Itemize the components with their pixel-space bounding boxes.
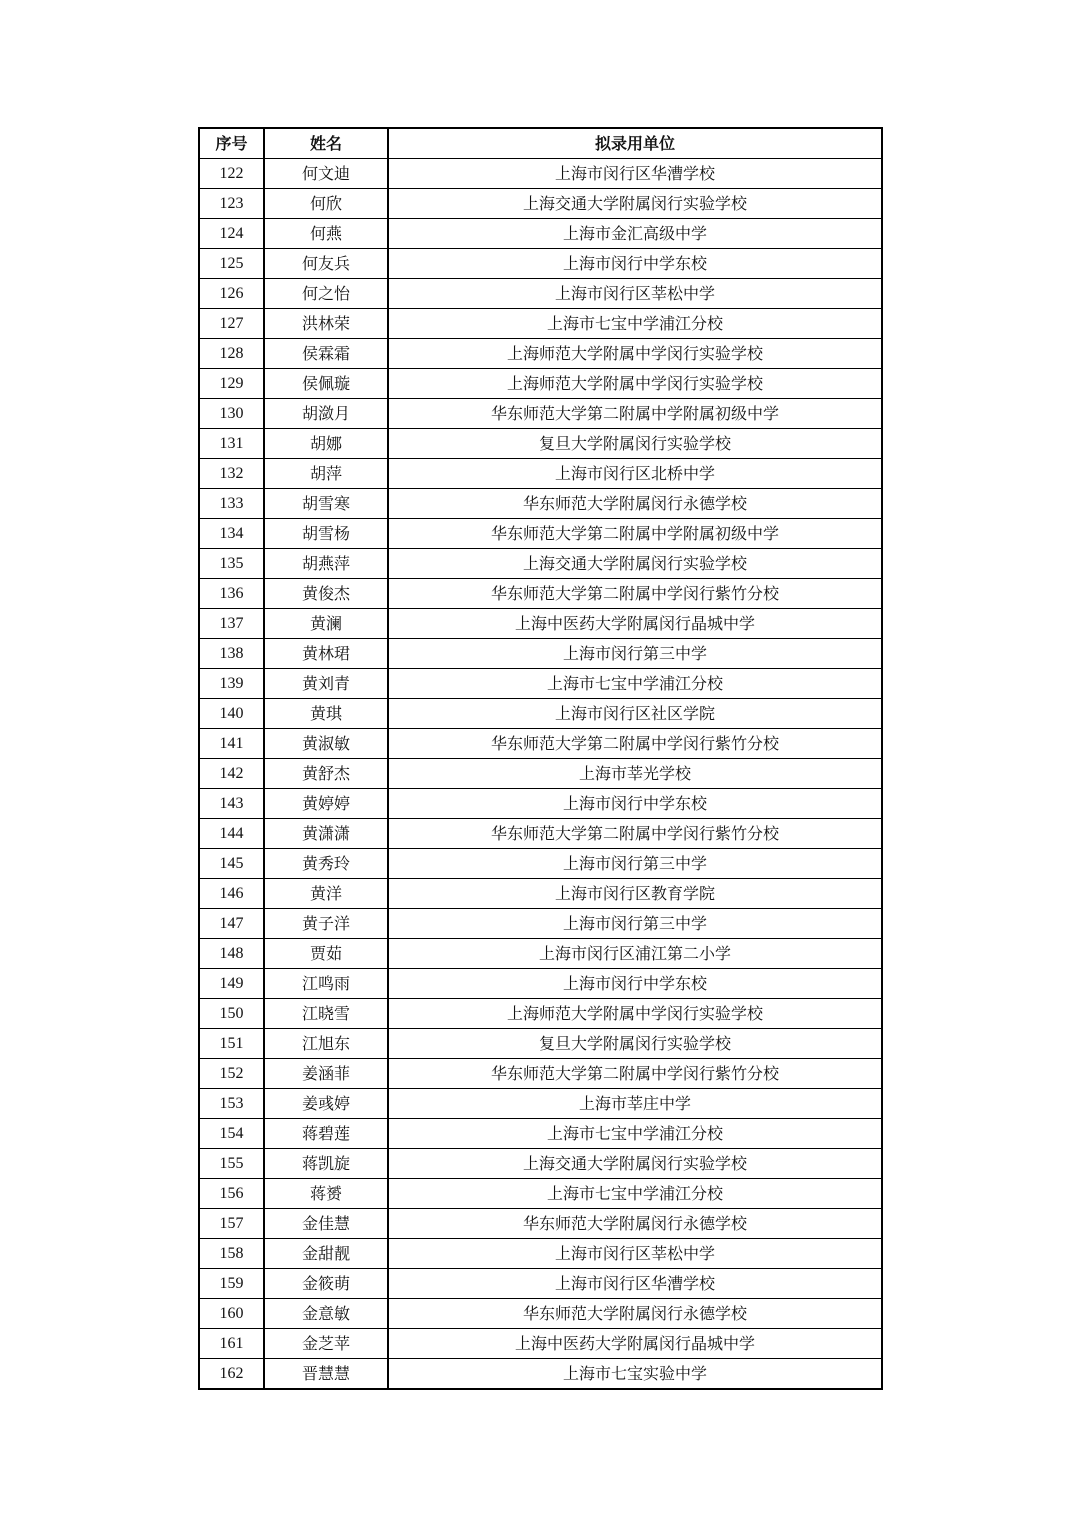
cell-name: 晋慧慧 — [264, 1359, 388, 1390]
table-row — [199, 1149, 882, 1179]
roster-table — [198, 127, 883, 1390]
cell-seq: 135 — [199, 549, 264, 579]
cell-seq: 129 — [199, 369, 264, 399]
cell-seq: 132 — [199, 459, 264, 489]
table-row — [199, 759, 882, 789]
table-row — [199, 429, 882, 459]
cell-unit: 上海市闵行第三中学 — [388, 639, 882, 669]
table-row — [199, 939, 882, 969]
cell-unit: 上海师范大学附属中学闵行实验学校 — [388, 339, 882, 369]
cell-unit: 上海中医药大学附属闵行晶城中学 — [388, 1329, 882, 1359]
cell-unit: 上海市七宝实验中学 — [388, 1359, 882, 1390]
cell-unit: 上海师范大学附属中学闵行实验学校 — [388, 369, 882, 399]
cell-name: 贾茹 — [264, 939, 388, 969]
cell-seq: 137 — [199, 609, 264, 639]
cell-seq: 126 — [199, 279, 264, 309]
cell-unit: 华东师范大学附属闵行永德学校 — [388, 1299, 882, 1329]
cell-unit: 上海市金汇高级中学 — [388, 219, 882, 249]
table-row — [199, 1059, 882, 1089]
cell-seq: 133 — [199, 489, 264, 519]
cell-seq: 125 — [199, 249, 264, 279]
cell-seq: 141 — [199, 729, 264, 759]
cell-unit: 上海交通大学附属闵行实验学校 — [388, 1149, 882, 1179]
cell-seq: 161 — [199, 1329, 264, 1359]
cell-unit: 复旦大学附属闵行实验学校 — [388, 429, 882, 459]
cell-unit: 上海市闵行第三中学 — [388, 849, 882, 879]
table-row — [199, 549, 882, 579]
cell-seq: 127 — [199, 309, 264, 339]
cell-seq: 124 — [199, 219, 264, 249]
table-row — [199, 609, 882, 639]
cell-unit: 华东师范大学附属闵行永德学校 — [388, 1209, 882, 1239]
cell-seq: 131 — [199, 429, 264, 459]
cell-seq: 159 — [199, 1269, 264, 1299]
table-row — [199, 819, 882, 849]
cell-name: 蒋碧莲 — [264, 1119, 388, 1149]
table-row — [199, 159, 882, 189]
cell-seq: 151 — [199, 1029, 264, 1059]
column-header-seq: 序号 — [199, 128, 264, 159]
cell-name: 金甜靓 — [264, 1239, 388, 1269]
header-row — [199, 128, 882, 159]
cell-seq: 162 — [199, 1359, 264, 1390]
cell-seq: 134 — [199, 519, 264, 549]
cell-name: 江鸣雨 — [264, 969, 388, 999]
cell-unit: 上海市闵行区莘松中学 — [388, 279, 882, 309]
cell-unit: 上海交通大学附属闵行实验学校 — [388, 549, 882, 579]
table-row — [199, 1269, 882, 1299]
cell-name: 胡潋月 — [264, 399, 388, 429]
cell-unit: 上海市闵行中学东校 — [388, 969, 882, 999]
cell-unit: 上海市闵行区华漕学校 — [388, 1269, 882, 1299]
cell-unit: 上海市闵行中学东校 — [388, 249, 882, 279]
cell-name: 黄琪 — [264, 699, 388, 729]
column-header-name: 姓名 — [264, 128, 388, 159]
cell-seq: 143 — [199, 789, 264, 819]
cell-seq: 144 — [199, 819, 264, 849]
table-row — [199, 249, 882, 279]
cell-unit: 华东师范大学第二附属中学闵行紫竹分校 — [388, 819, 882, 849]
cell-name: 何友兵 — [264, 249, 388, 279]
cell-unit: 上海市七宝中学浦江分校 — [388, 1119, 882, 1149]
table-row — [199, 1239, 882, 1269]
cell-unit: 上海市七宝中学浦江分校 — [388, 669, 882, 699]
cell-name: 胡燕萍 — [264, 549, 388, 579]
table-row — [199, 1359, 882, 1390]
cell-seq: 136 — [199, 579, 264, 609]
cell-unit: 上海市莘庄中学 — [388, 1089, 882, 1119]
cell-seq: 138 — [199, 639, 264, 669]
cell-unit: 上海中医药大学附属闵行晶城中学 — [388, 609, 882, 639]
cell-unit: 上海市七宝中学浦江分校 — [388, 309, 882, 339]
cell-name: 黄子洋 — [264, 909, 388, 939]
table-row — [199, 969, 882, 999]
cell-unit: 华东师范大学附属闵行永德学校 — [388, 489, 882, 519]
table-row — [199, 399, 882, 429]
table-row — [199, 999, 882, 1029]
table-row — [199, 1179, 882, 1209]
cell-seq: 157 — [199, 1209, 264, 1239]
cell-name: 黄刘青 — [264, 669, 388, 699]
cell-seq: 155 — [199, 1149, 264, 1179]
cell-unit: 上海交通大学附属闵行实验学校 — [388, 189, 882, 219]
cell-name: 何燕 — [264, 219, 388, 249]
cell-name: 姜彧婷 — [264, 1089, 388, 1119]
cell-name: 江旭东 — [264, 1029, 388, 1059]
table-row — [199, 789, 882, 819]
cell-unit: 上海市闵行区浦江第二小学 — [388, 939, 882, 969]
table-row — [199, 849, 882, 879]
table-row — [199, 579, 882, 609]
cell-seq: 149 — [199, 969, 264, 999]
cell-name: 黄林珺 — [264, 639, 388, 669]
cell-seq: 128 — [199, 339, 264, 369]
table-row — [199, 339, 882, 369]
cell-name: 姜涵菲 — [264, 1059, 388, 1089]
cell-seq: 152 — [199, 1059, 264, 1089]
cell-seq: 145 — [199, 849, 264, 879]
cell-seq: 123 — [199, 189, 264, 219]
table-row — [199, 1329, 882, 1359]
cell-name: 黄婷婷 — [264, 789, 388, 819]
cell-seq: 158 — [199, 1239, 264, 1269]
table-row — [199, 699, 882, 729]
cell-name: 黄淑敏 — [264, 729, 388, 759]
cell-unit: 上海市闵行区社区学院 — [388, 699, 882, 729]
cell-name: 何之怡 — [264, 279, 388, 309]
cell-name: 黄洋 — [264, 879, 388, 909]
table-row — [199, 489, 882, 519]
cell-name: 江晓雪 — [264, 999, 388, 1029]
cell-name: 侯佩璇 — [264, 369, 388, 399]
cell-unit: 华东师范大学第二附属中学闵行紫竹分校 — [388, 579, 882, 609]
cell-unit: 华东师范大学第二附属中学闵行紫竹分校 — [388, 729, 882, 759]
cell-name: 蒋凯旋 — [264, 1149, 388, 1179]
cell-seq: 139 — [199, 669, 264, 699]
table-row — [199, 1029, 882, 1059]
cell-unit: 上海市闵行中学东校 — [388, 789, 882, 819]
table-row — [199, 1209, 882, 1239]
cell-name: 胡雪杨 — [264, 519, 388, 549]
cell-unit: 上海市七宝中学浦江分校 — [388, 1179, 882, 1209]
cell-name: 金佳慧 — [264, 1209, 388, 1239]
cell-unit: 上海市闵行区北桥中学 — [388, 459, 882, 489]
cell-name: 蒋赟 — [264, 1179, 388, 1209]
cell-name: 黄澜 — [264, 609, 388, 639]
cell-name: 黄俊杰 — [264, 579, 388, 609]
cell-seq: 130 — [199, 399, 264, 429]
table-row — [199, 459, 882, 489]
table-row — [199, 1119, 882, 1149]
cell-seq: 153 — [199, 1089, 264, 1119]
table-row — [199, 639, 882, 669]
cell-seq: 148 — [199, 939, 264, 969]
cell-seq: 146 — [199, 879, 264, 909]
cell-name: 金意敏 — [264, 1299, 388, 1329]
table-row — [199, 1299, 882, 1329]
cell-unit: 上海市莘光学校 — [388, 759, 882, 789]
cell-name: 金筱萌 — [264, 1269, 388, 1299]
cell-unit: 复旦大学附属闵行实验学校 — [388, 1029, 882, 1059]
cell-name: 黄秀玲 — [264, 849, 388, 879]
table-row — [199, 309, 882, 339]
cell-name: 金芝苹 — [264, 1329, 388, 1359]
table-row — [199, 729, 882, 759]
table-row — [199, 1089, 882, 1119]
cell-name: 黄舒杰 — [264, 759, 388, 789]
table-row — [199, 279, 882, 309]
cell-seq: 160 — [199, 1299, 264, 1329]
cell-name: 何文迪 — [264, 159, 388, 189]
cell-seq: 154 — [199, 1119, 264, 1149]
table-row — [199, 909, 882, 939]
table-row — [199, 519, 882, 549]
cell-seq: 150 — [199, 999, 264, 1029]
cell-name: 洪林荣 — [264, 309, 388, 339]
cell-name: 黄潇潇 — [264, 819, 388, 849]
cell-seq: 142 — [199, 759, 264, 789]
cell-unit: 上海市闵行区教育学院 — [388, 879, 882, 909]
cell-name: 胡萍 — [264, 459, 388, 489]
cell-unit: 上海市闵行区莘松中学 — [388, 1239, 882, 1269]
table-row — [199, 189, 882, 219]
cell-name: 胡娜 — [264, 429, 388, 459]
cell-unit: 上海市闵行第三中学 — [388, 909, 882, 939]
cell-unit: 华东师范大学第二附属中学附属初级中学 — [388, 519, 882, 549]
cell-seq: 122 — [199, 159, 264, 189]
column-header-unit: 拟录用单位 — [388, 128, 882, 159]
table-row — [199, 879, 882, 909]
table-row — [199, 219, 882, 249]
cell-unit: 华东师范大学第二附属中学附属初级中学 — [388, 399, 882, 429]
cell-name: 何欣 — [264, 189, 388, 219]
cell-seq: 140 — [199, 699, 264, 729]
table-row — [199, 369, 882, 399]
table-body — [199, 159, 882, 1390]
cell-unit: 上海市闵行区华漕学校 — [388, 159, 882, 189]
cell-unit: 华东师范大学第二附属中学闵行紫竹分校 — [388, 1059, 882, 1089]
cell-unit: 上海师范大学附属中学闵行实验学校 — [388, 999, 882, 1029]
table-row — [199, 669, 882, 699]
cell-name: 侯霖霜 — [264, 339, 388, 369]
cell-name: 胡雪寒 — [264, 489, 388, 519]
cell-seq: 156 — [199, 1179, 264, 1209]
cell-seq: 147 — [199, 909, 264, 939]
